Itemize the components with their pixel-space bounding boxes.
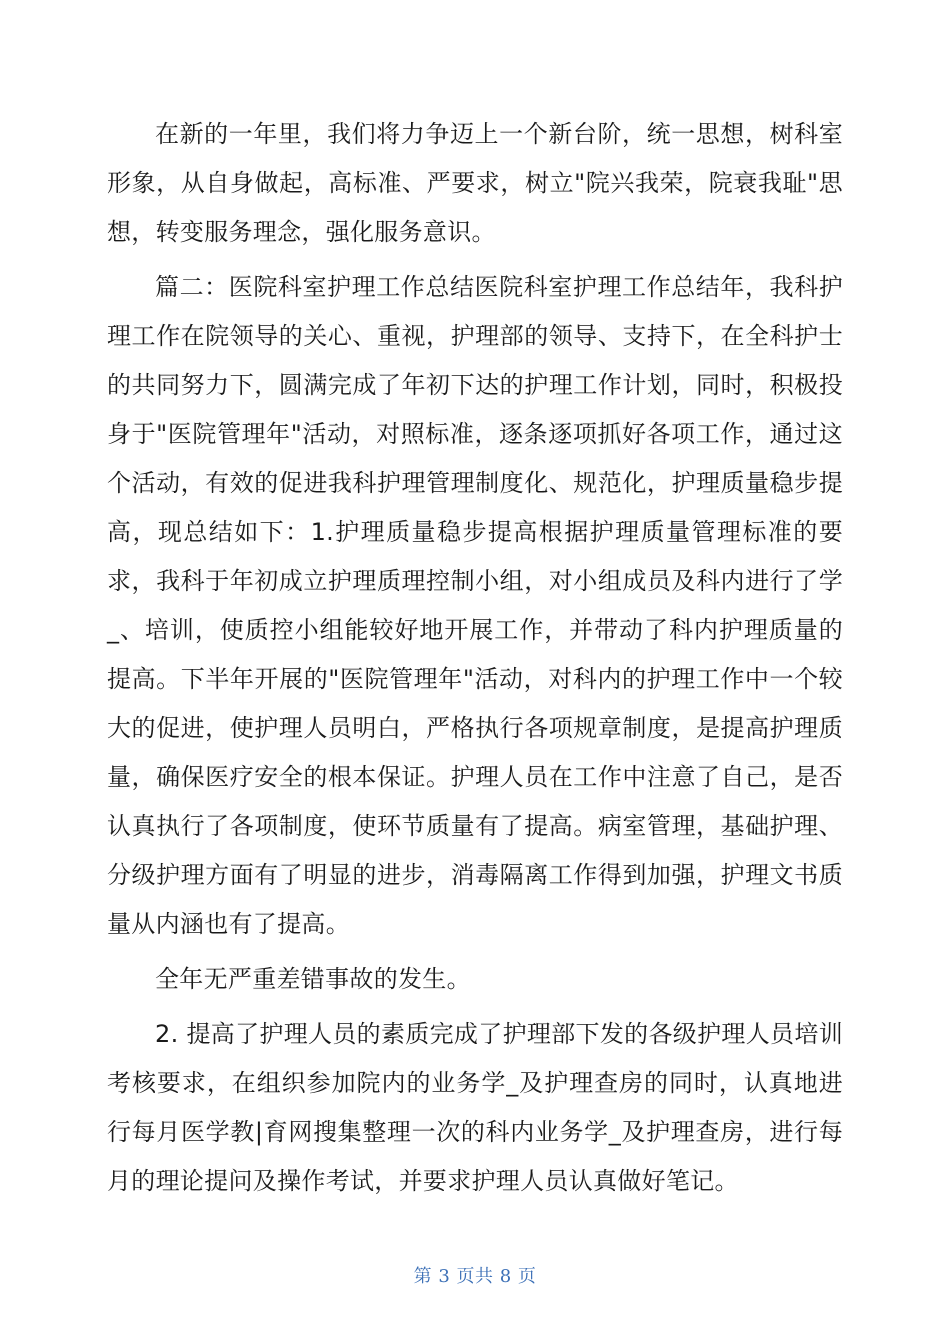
paragraph-3: 全年无严重差错事故的发生。 <box>155 965 471 993</box>
paragraph-4: 2. 提高了护理人员的素质完成了护理部下发的各级护理人员培训考核要求，在组织参加院内的业务学_及护理查房的同时，认真地进行每月医学教|育网搜集整理一次的科内业务学_及护理查房，进行每月的理论提问及操作考试，并要求护理人员认真做好笔记。 <box>107 1020 843 1195</box>
page-number-footer: 第 3 页共 8 页 <box>413 1266 537 1287</box>
document-body <box>107 110 843 1206</box>
paragraph-2: 篇二：医院科室护理工作总结医院科室护理工作总结年，我科护理工作在院领导的关心、重视，护理部的领导、支持下，在全科护士的共同努力下，圆满完成了年初下达的护理工作计划，同时，积极投身于"医院管理年"活动，对照标准，逐条逐项抓好各项工作，通过这个活动，有效的促进我科护理管理制度化、规范化，护理质量稳步提高，现总结如下：1.护理质量稳步提高根据护理质量管理标准的要求，我科于年初成立护理质理控制小组，对小组成员及科内进行了学_、培训，使质控小组能较好地开展工作，并带动了科内护理质量的提高。下半年开展的"医院管理年"活动，对科内的护理工作中一个较大的促进，使护理人员明白，严格执行各项规章制度，是提高护理质量，确保医疗安全的根本保证。护理人员在工作中注意了自己，是否认真执行了各项制度，使环节质量有了提高。病室管理，基础护理、分级护理方面有了明显的进步，消毒隔离工作得到加强，护理文书质量从内涵也有了提高。 <box>107 273 843 938</box>
paragraph-1: 在新的一年里，我们将力争迈上一个新台阶，统一思想，树科室形象，从自身做起，高标准、严要求，树立"院兴我荣，院衰我耻"思想，转变服务理念，强化服务意识。 <box>107 120 843 246</box>
